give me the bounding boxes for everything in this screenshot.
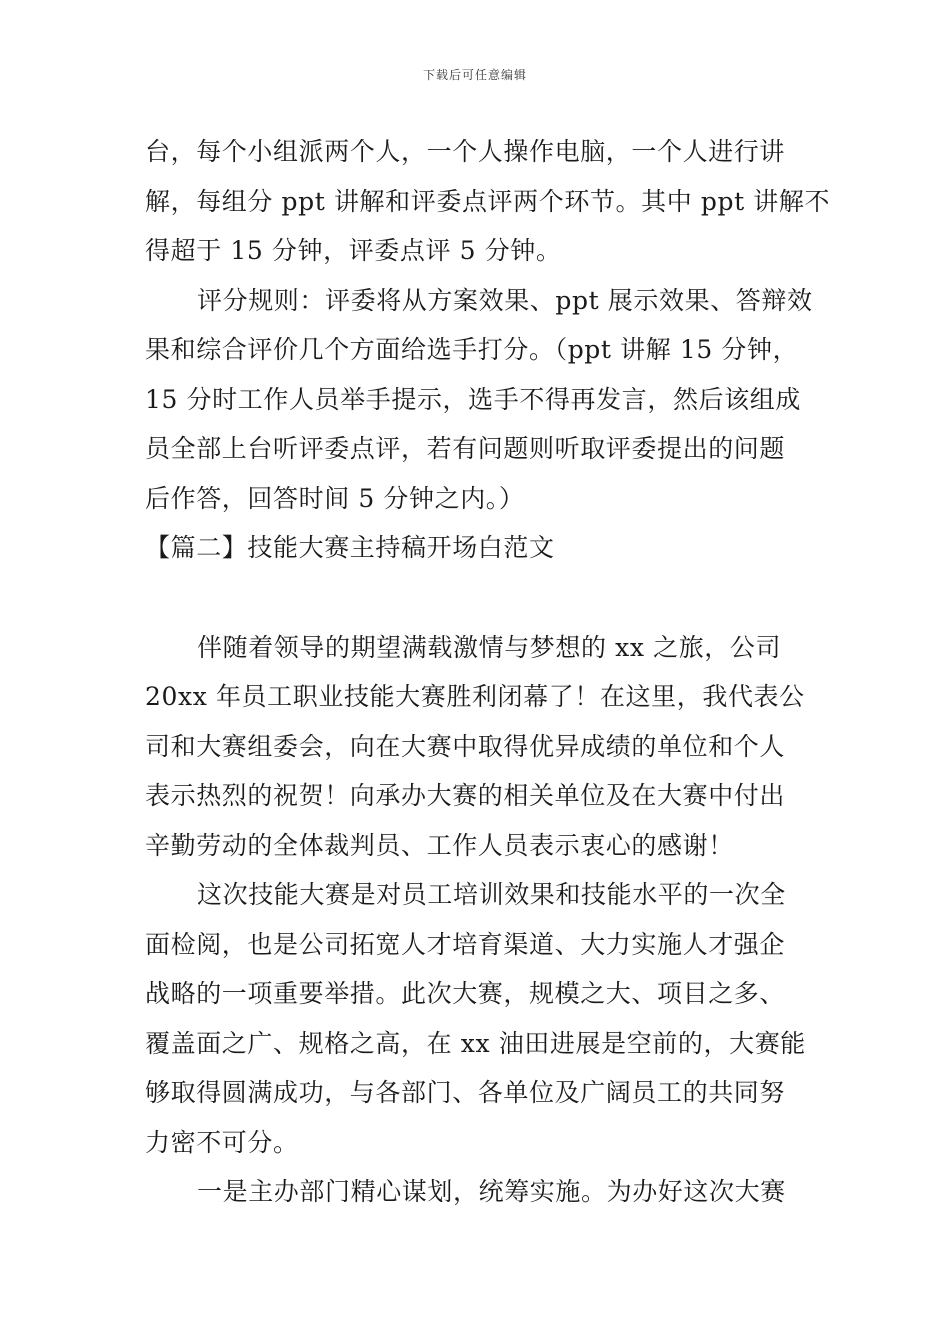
section-heading [145,523,820,573]
blank-line [145,573,820,623]
text-line: 一是主办部门精心谋划，统筹实施。为办好这次大赛 [197,1177,786,1206]
text-line: 面检阅，也是公司拓宽人才培育渠道、大力实施人才强企 [145,929,786,959]
text-line: 辛勤劳动的全体裁判员、工作人员表示衷心的感谢！ [145,830,734,860]
text-line: 果和综合评价几个方面给选手打分。（ppt 讲解 15 分钟， [145,335,799,364]
section-title: 【篇二】技能大赛主持稿开场白范文 [145,533,555,562]
paragraph-5 [145,1167,820,1217]
text-line: 表示热烈的祝贺！向承办大赛的相关单位及在大赛中付出 [145,781,786,810]
text-line: 员全部上台听评委点评，若有问题则听取评委提出的问题 [145,434,786,463]
text-line: 15 分时工作人员举手提示，选手不得再发言，然后该组成 [145,384,801,414]
paragraph-3 [145,623,820,871]
text-line: 司和大赛组委会，向在大赛中取得优异成绩的单位和个人 [145,731,786,761]
text-line: 战略的一项重要举措。此次大赛，规模之大、项目之多、 [145,979,786,1008]
text-line: 这次技能大赛是对员工培训效果和技能水平的一次全 [197,880,786,909]
text-line: 力密不可分。 [145,1127,299,1157]
page-header: 下载后可任意编辑 [422,68,527,82]
paragraph-2 [145,276,820,524]
text-line: 台，每个小组派两个人，一个人操作电脑，一个人进行讲 [145,137,786,166]
paragraph-4 [145,870,820,1167]
text-line: 20xx 年员工职业技能大赛胜利闭幕了！在这里，我代表公 [145,682,805,711]
text-line: 后作答，回答时间 5 分钟之内。） [145,483,525,513]
text-line: 覆盖面之广、规格之高，在 xx 油田进展是空前的，大赛能 [145,1028,806,1058]
text-line: 得超于 15 分钟，评委点评 5 分钟。 [145,236,562,265]
text-line: 解，每组分 ppt 讲解和评委点评两个环节。其中 ppt 讲解不 [145,186,831,216]
document-body [145,127,831,1217]
text-line: 够取得圆满成功，与各部门、各单位及广阔员工的共同努 [145,1078,786,1107]
text-line: 伴随着领导的期望满载激情与梦想的 xx 之旅，公司 [197,632,782,662]
paragraph-1 [145,127,831,276]
text-line: 评分规则：评委将从方案效果、ppt 展示效果、答辩效 [197,285,813,315]
